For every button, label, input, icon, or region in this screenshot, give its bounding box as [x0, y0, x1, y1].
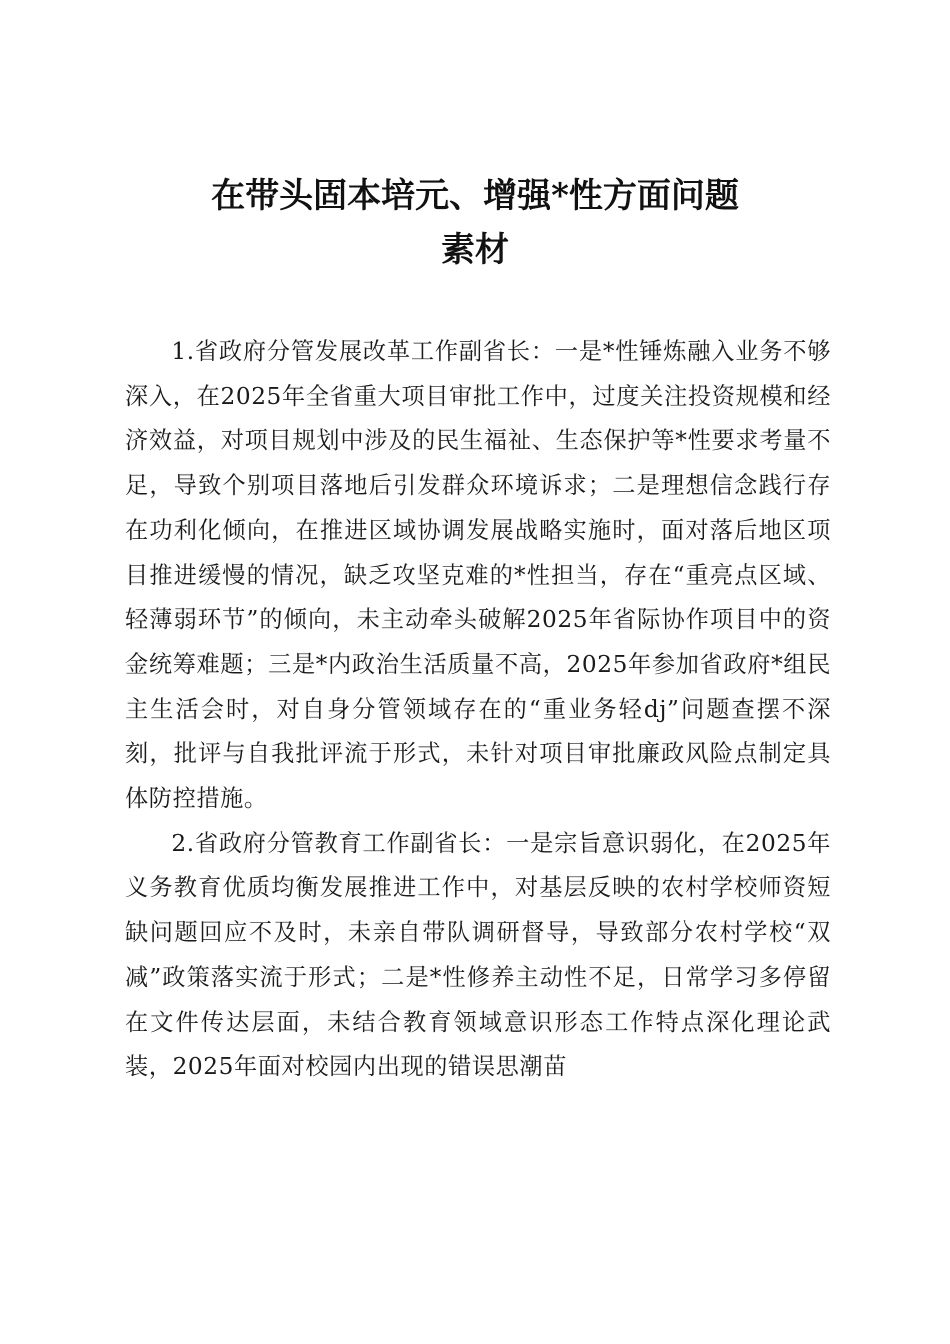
document-title-line-2: 素材: [441, 230, 509, 270]
document-body: [125, 330, 831, 1090]
document-title-line-1: 在带头固本培元、增强*性方面问题: [211, 176, 739, 216]
paragraph-2: 2.省政府分管教育工作副省长：一是宗旨意识弱化，在2025年义务教育优质均衡发展推进工作中，对基层反映的农村学校师资短缺问题回应不及时，未亲自带队调研督导，导致部分农村学校“双减”政策落实流于形式；二是*性修养主动性不足，日常学习多停留在文件传达层面，未结合教育领域意识形态工作特点深化理论武装，2025年面对校园内出现的错误思潮苗: [125, 829, 831, 1081]
paragraph-1: 1.省政府分管发展改革工作副省长：一是*性锤炼融入业务不够深入，在2025年全省重大项目审批工作中，过度关注投资规模和经济效益，对项目规划中涉及的民生福祉、生态保护等*性要求考量不足，导致个别项目落地后引发群众环境诉求；二是理想信念践行存在功利化倾向，在推进区域协调发展战略实施时，面对落后地区项目推进缓慢的情况，缺乏攻坚克难的*性担当，存在“重亮点区域、轻薄弱环节”的倾向，未主动牵头破解2025年省际协作项目中的资金统筹难题；三是*内政治生活质量不高，2025年参加省政府*组民主生活会时，对自身分管领域存在的“重业务轻dj”问题查摆不深刻，批评与自我批评流于形式，未针对项目审批廉政风险点制定具体防控措施。: [125, 338, 831, 813]
